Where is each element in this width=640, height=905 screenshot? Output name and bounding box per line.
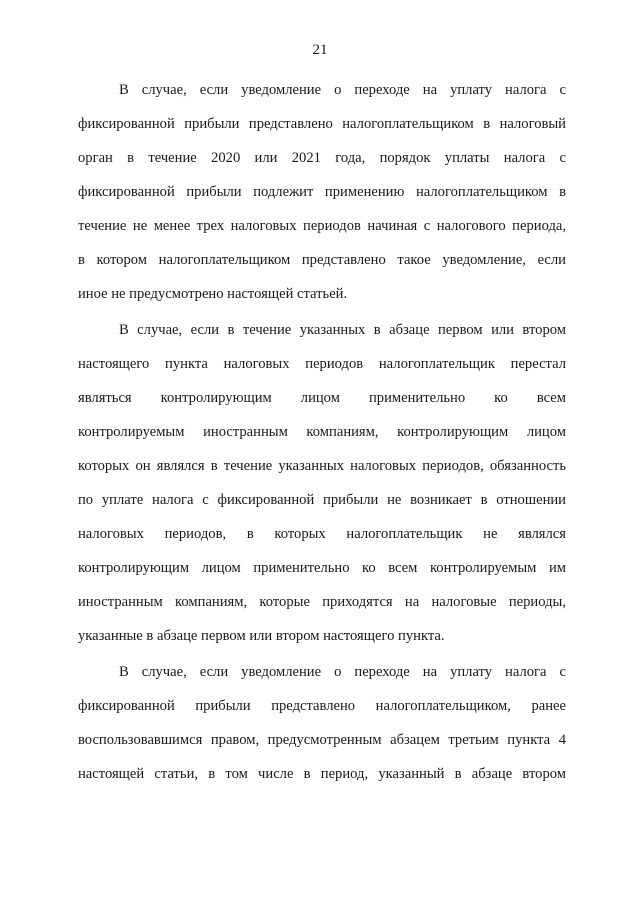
- paragraph-1: [78, 80, 566, 318]
- text-line: фиксированной прибыли подлежит применению налогоплательщиком в: [78, 184, 566, 200]
- text-line: В случае, если уведомление о переходе на уплату налога с: [119, 82, 566, 98]
- text-line: иностранным компаниям, которые приходятся на налоговые периоды,: [78, 594, 566, 610]
- text-line: контролирующим лицом применительно ко всем контролируемым им: [78, 560, 566, 576]
- text-line: контролируемым иностранным компаниям, контролирующим лицом: [78, 424, 566, 440]
- document-body: [78, 80, 566, 798]
- text-line: настоящей статьи, в том числе в период, указанный в абзаце втором: [78, 766, 566, 782]
- text-line: налоговых периодов, в которых налогоплательщик не являлся: [78, 526, 566, 542]
- text-line: иное не предусмотрено настоящей статьей.: [78, 286, 348, 302]
- text-line: течение не менее трех налоговых периодов начиная с налогового периода,: [78, 218, 566, 234]
- text-line: которых он являлся в течение указанных налоговых периодов, обязанность: [78, 458, 566, 474]
- text-line: воспользовавшимся правом, предусмотренным абзацем третьим пункта 4: [78, 732, 566, 748]
- text-line: В случае, если уведомление о переходе на уплату налога с: [119, 664, 566, 680]
- paragraph-3: [78, 662, 566, 798]
- text-line: указанные в абзаце первом или втором настоящего пункта.: [78, 628, 445, 644]
- text-line: В случае, если в течение указанных в абзаце первом или втором: [119, 322, 566, 338]
- page-number: 21: [312, 42, 328, 58]
- text-line: фиксированной прибыли представлено налогоплательщиком в налоговый: [78, 116, 566, 132]
- text-line: в котором налогоплательщиком представлено такое уведомление, если: [78, 252, 566, 268]
- paragraph-2: [78, 320, 566, 660]
- text-line: фиксированной прибыли представлено налогоплательщиком, ранее: [78, 698, 566, 714]
- text-line: по уплате налога с фиксированной прибыли не возникает в отношении: [78, 492, 566, 508]
- text-line: настоящего пункта налоговых периодов налогоплательщик перестал: [78, 356, 566, 372]
- text-line: являться контролирующим лицом применительно ко всем: [78, 390, 566, 406]
- text-line: орган в течение 2020 или 2021 года, порядок уплаты налога с: [78, 150, 566, 166]
